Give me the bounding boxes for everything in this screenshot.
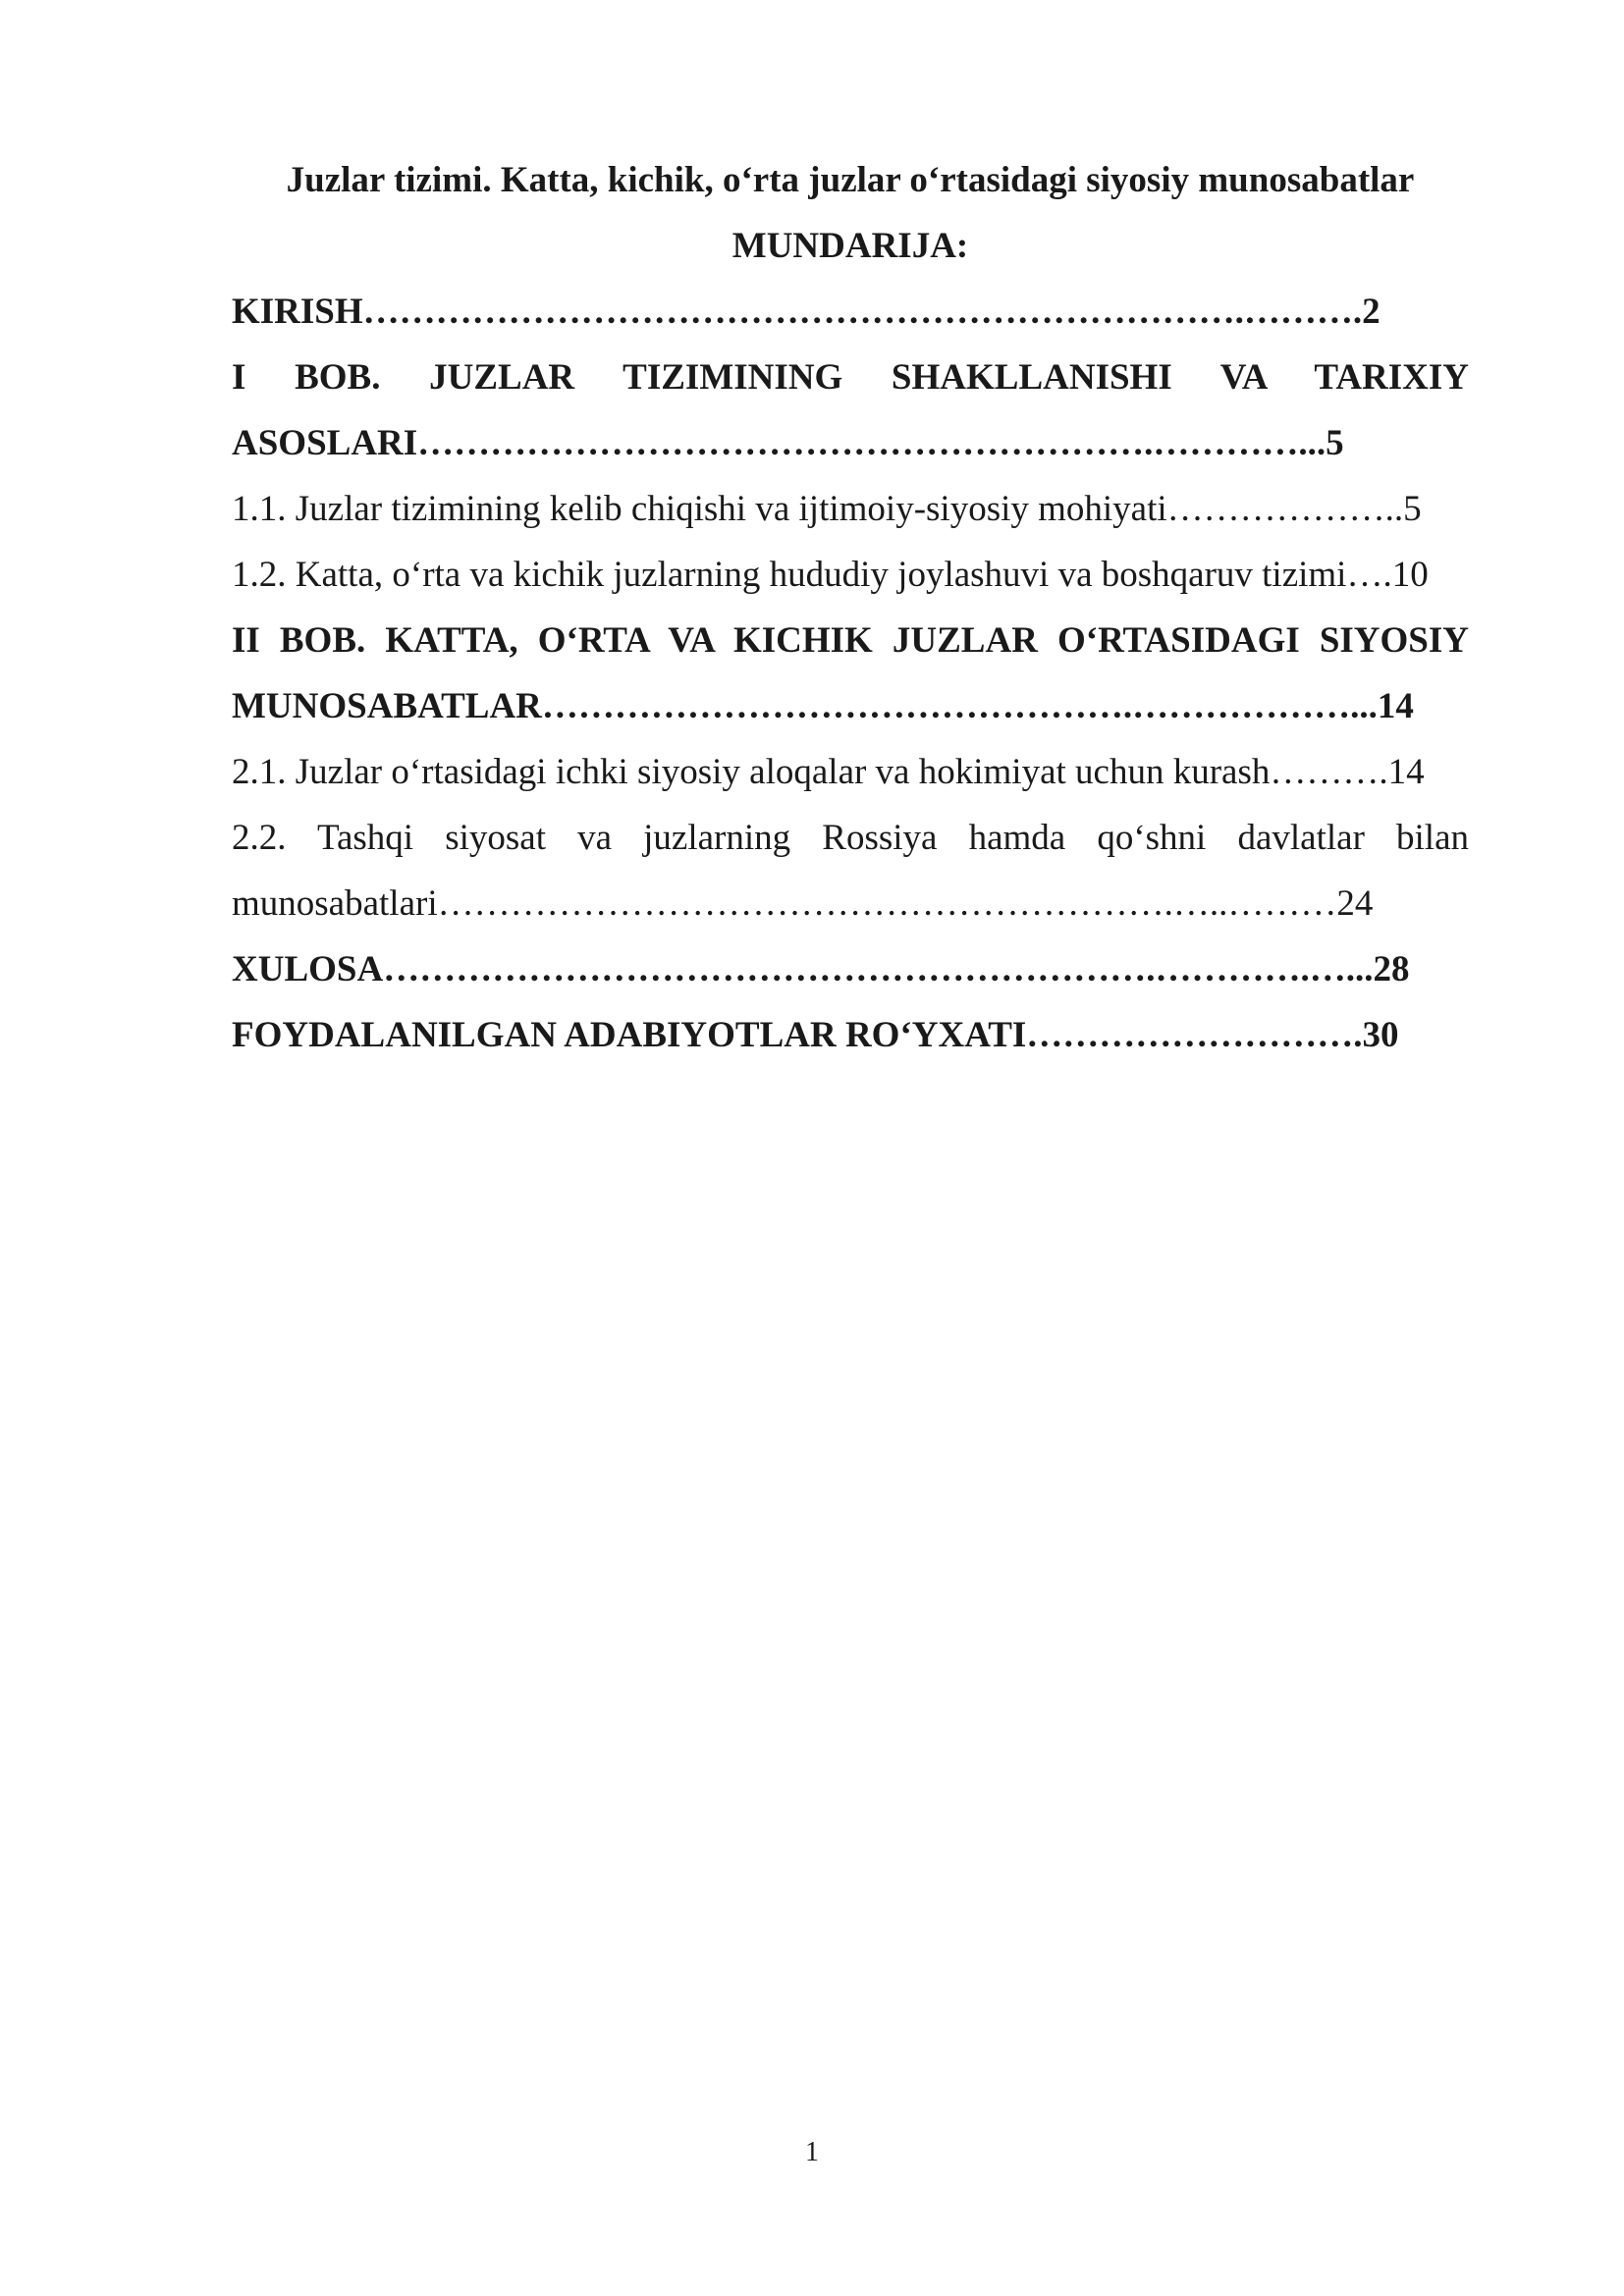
toc-entry-chapter-2-line-1[interactable]: II BOB. KATTA, O‘RTA VA KICHIK JUZLAR O‘RTASIDAGI SIYOSIY — [232, 620, 1469, 661]
document-title: Juzlar tizimi. Katta, kichik, o‘rta juzlar o‘rtasidagi siyosiy munosabatlar — [286, 160, 1415, 200]
toc-heading: MUNDARIJA: — [731, 226, 969, 266]
toc-entry-section-2-1[interactable]: 2.1. Juzlar o‘rtasidagi ichki siyosiy aloqalar va hokimiyat uchun kurash……….14 — [232, 752, 1425, 792]
toc-entry-xulosa[interactable]: XULOSA……………………………………………………….………….…...28 — [232, 949, 1410, 989]
table-of-contents — [232, 279, 1469, 1068]
toc-entry-section-1-1[interactable]: 1.1. Juzlar tizimining kelib chiqishi va ijtimoiy-siyosiy mohiyati………………..5 — [232, 489, 1422, 529]
toc-entry-chapter-1-line-2[interactable]: ASOSLARI…………………………………………………….…………...5 — [232, 423, 1344, 463]
toc-entry-chapter-2-line-2[interactable]: MUNOSABATLAR………………………………………….………………...14 — [232, 686, 1414, 726]
toc-entry-bibliography[interactable]: FOYDALANILGAN ADABIYOTLAR RO‘YXATI……………………….30 — [232, 1015, 1399, 1055]
toc-entry-section-2-2-line-1[interactable]: 2.2. Tashqi siyosat va juzlarning Rossiya hamda qo‘shni davlatlar bilan — [232, 818, 1469, 858]
page-content — [232, 147, 1469, 1068]
toc-entry-section-2-2-line-2[interactable]: munosabatlari…………………………………………………….…..………24 — [232, 883, 1374, 924]
toc-entry-kirish[interactable]: KIRISH……………………………………………………………….……….2 — [232, 292, 1380, 332]
page-number: 1 — [805, 2137, 819, 2167]
toc-entry-section-1-2[interactable]: 1.2. Katta, o‘rta va kichik juzlarning hududiy joylashuvi va boshqaruv tizimi….10 — [232, 555, 1429, 595]
toc-entry-chapter-1-line-1[interactable]: I BOB. JUZLAR TIZIMINING SHAKLLANISHI VA TARIXIY — [232, 357, 1469, 398]
